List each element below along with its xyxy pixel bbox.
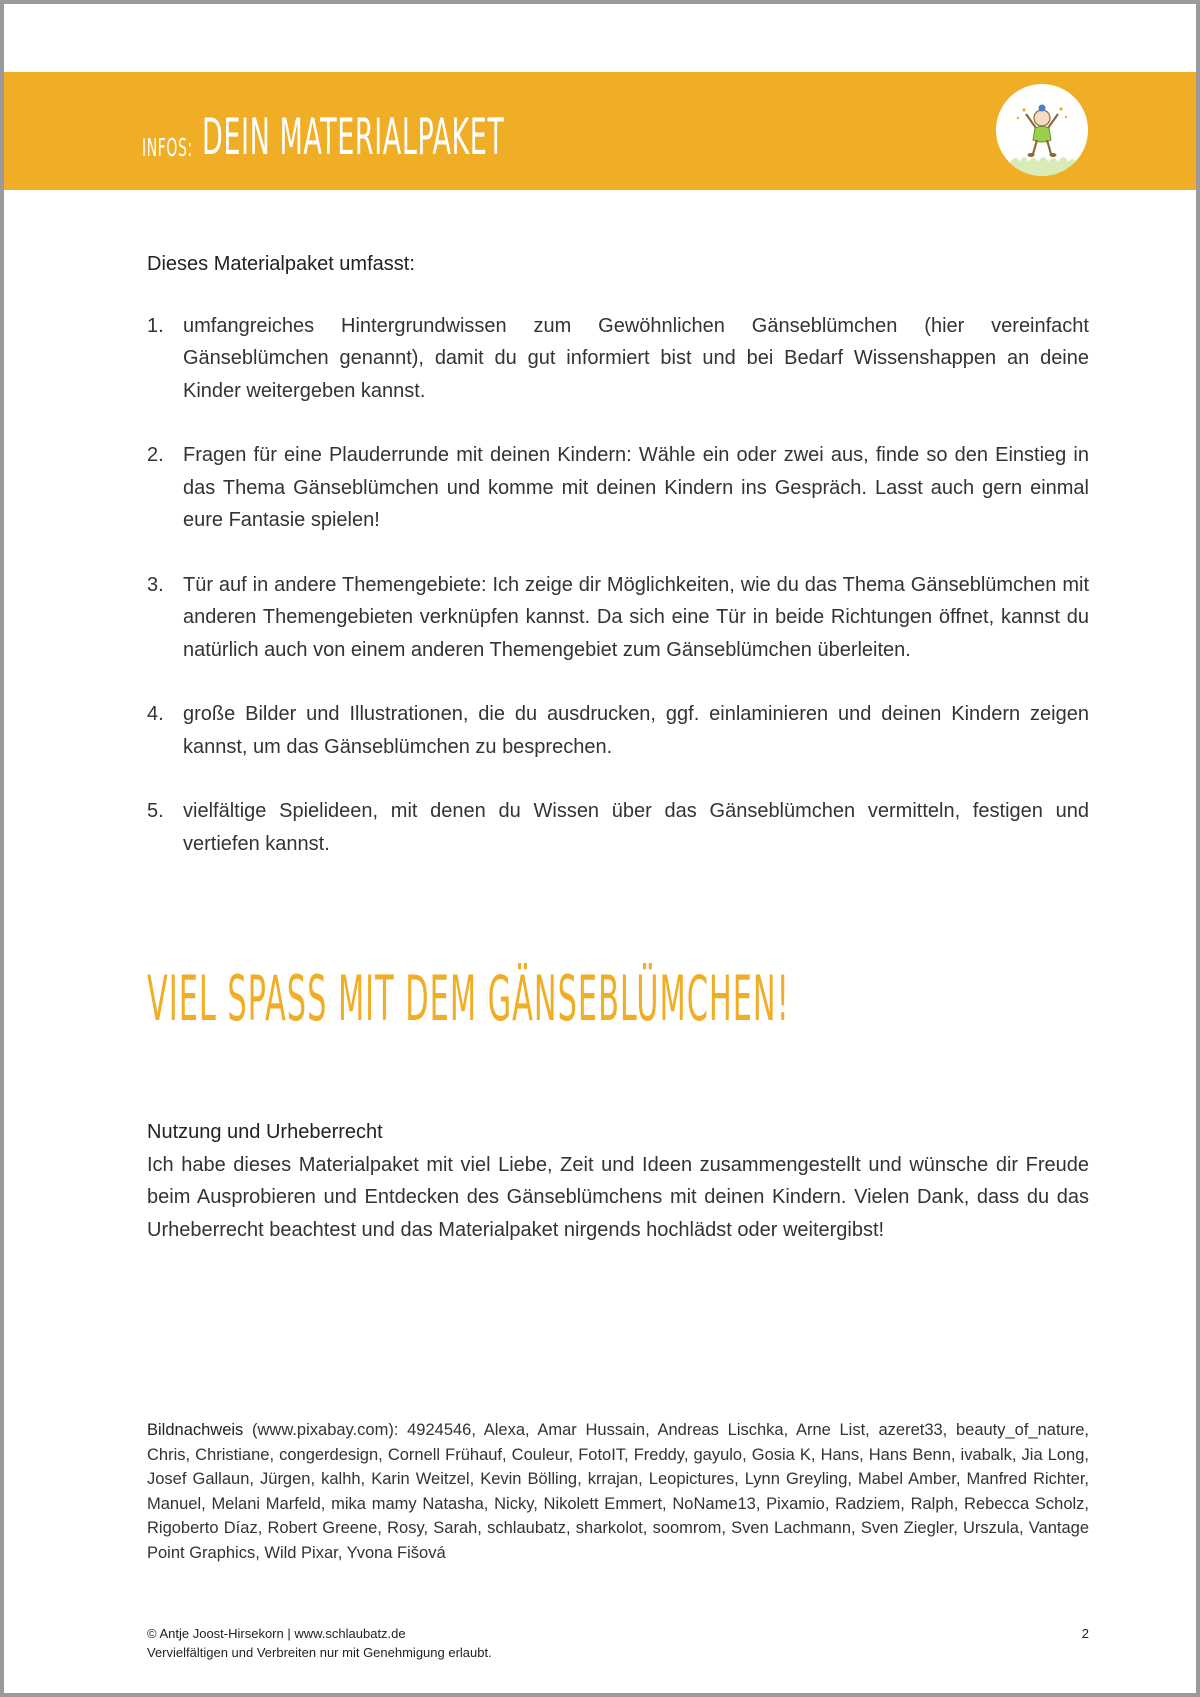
usage-text: Ich habe dieses Materialpaket mit viel Liebe, Zeit und Ideen zusammengestellt und wünsche dir Freude beim Ausprobieren und Entdecken des Gänseblümchens mit deinen Kindern. Vielen Dank, dass du das Urheberrecht beachtest und das Materialpaket nirgends hochlädst oder weitergibst! (147, 1153, 1089, 1241)
list-item-number: 3. (147, 573, 164, 596)
list-item-text: Fragen für eine Plauderrunde mit deinen Kindern: Wähle ein oder zwei aus, finde so den Einstieg in das Thema Gänseblümchen und komme mit deinen Kindern ins Gespräch. Lasst auch gern einmal eure Fantasie spielen! (183, 444, 1089, 531)
header-band (4, 72, 1196, 190)
list-item (147, 698, 1089, 763)
credits-label: Bildnachweis (147, 1421, 244, 1439)
list-item-number: 4. (147, 703, 164, 725)
list-item-number: 5. (147, 800, 164, 822)
closing-heading: VIEL SPASS MIT DEM GÄNSEBLÜMCHEN! (147, 962, 790, 1035)
list-item-text: große Bilder und Illustrationen, die du ausdrucken, ggf. einlaminieren und deinen Kindern zeigen kannst, um das Gänseblümchen zu besprechen. (183, 703, 1089, 758)
list-item (147, 569, 1089, 667)
page-title-prefix: INFOS: (142, 133, 193, 162)
page-title (142, 102, 706, 166)
usage-section (147, 1116, 1089, 1246)
list-item (147, 439, 1089, 537)
list-item-text: vielfältige Spielideen, mit denen du Wissen über das Gänseblümchen vermitteln, festigen und vertiefen kannst. (183, 800, 1089, 855)
credits-text: (www.pixabay.com): 4924546, Alexa, Amar Hussain, Andreas Lischka, Arne List, azeret33, beauty_of_nature, Chris, Christiane, congerdesign, Cornell Frühauf, Couleur, FotoIT, Freddy, gayulo, Gosia K, Hans, Hans Benn, ivabalk, Jia Long, Josef Gallaun, Jürgen, kalhh, Karin Weitzel, Kevin Bölling, krrajan, Leopictures, Lynn Greyling, Mabel Amber, Manfred Richter, Manuel, Melani Marfeld, mika mamy Natasha, Nicky, Nikolett Emmert, NoName13, Pixamio, Radziem, Ralph, Rebecca Scholz, Rigoberto Díaz, Robert Greene, Rosy, Sarah, schlaubatz, sharkolot, soomrom, Sven Lachmann, Sven Ziegler, Urszula, Vantage Point Graphics, Wild Pixar, Yvona Fišová (147, 1421, 1089, 1562)
list-item-text: Tür auf in andere Themengebiete: Ich zeige dir Möglichkeiten, wie du das Thema Gänseblümchen mit anderen Themengebieten verknüpfen kannst. Da sich eine Tür in beide Richtungen öffnet, kannst du natürlich auch von einem anderen Themengebiet zum Gänseblümchen überleiten. (183, 573, 1089, 661)
intro-text: Dieses Materialpaket umfasst: (147, 253, 415, 275)
usage-heading: Nutzung und Urheberrecht (147, 1121, 383, 1143)
list-item (147, 310, 1089, 408)
list-item-text: umfangreiches Hintergrundwissen zum Gewöhnlichen Gänseblümchen (hier vereinfacht Gänseblümchen genannt), damit du gut informiert bist und bei Bedarf Wissenshappen an deine Kinder weitergeben kannst. (183, 314, 1089, 402)
child-mascot-icon (996, 84, 1088, 176)
list-item-number: 1. (147, 314, 164, 337)
page-title-main: DEIN MATERIALPAKET (202, 108, 505, 166)
image-credits (147, 1418, 1089, 1565)
footer-notice: Vervielfältigen und Verbreiten nur mit Genehmigung erlaubt. (147, 1645, 492, 1660)
footer-copyright: © Antje Joost-Hirsekorn | www.schlaubatz.de (147, 1626, 406, 1641)
contents-list (147, 310, 1089, 861)
page-number: 2 (1081, 1626, 1089, 1641)
list-item (147, 795, 1089, 860)
list-item-number: 2. (147, 444, 164, 466)
footer (147, 1624, 1089, 1662)
content-section (147, 248, 1089, 892)
